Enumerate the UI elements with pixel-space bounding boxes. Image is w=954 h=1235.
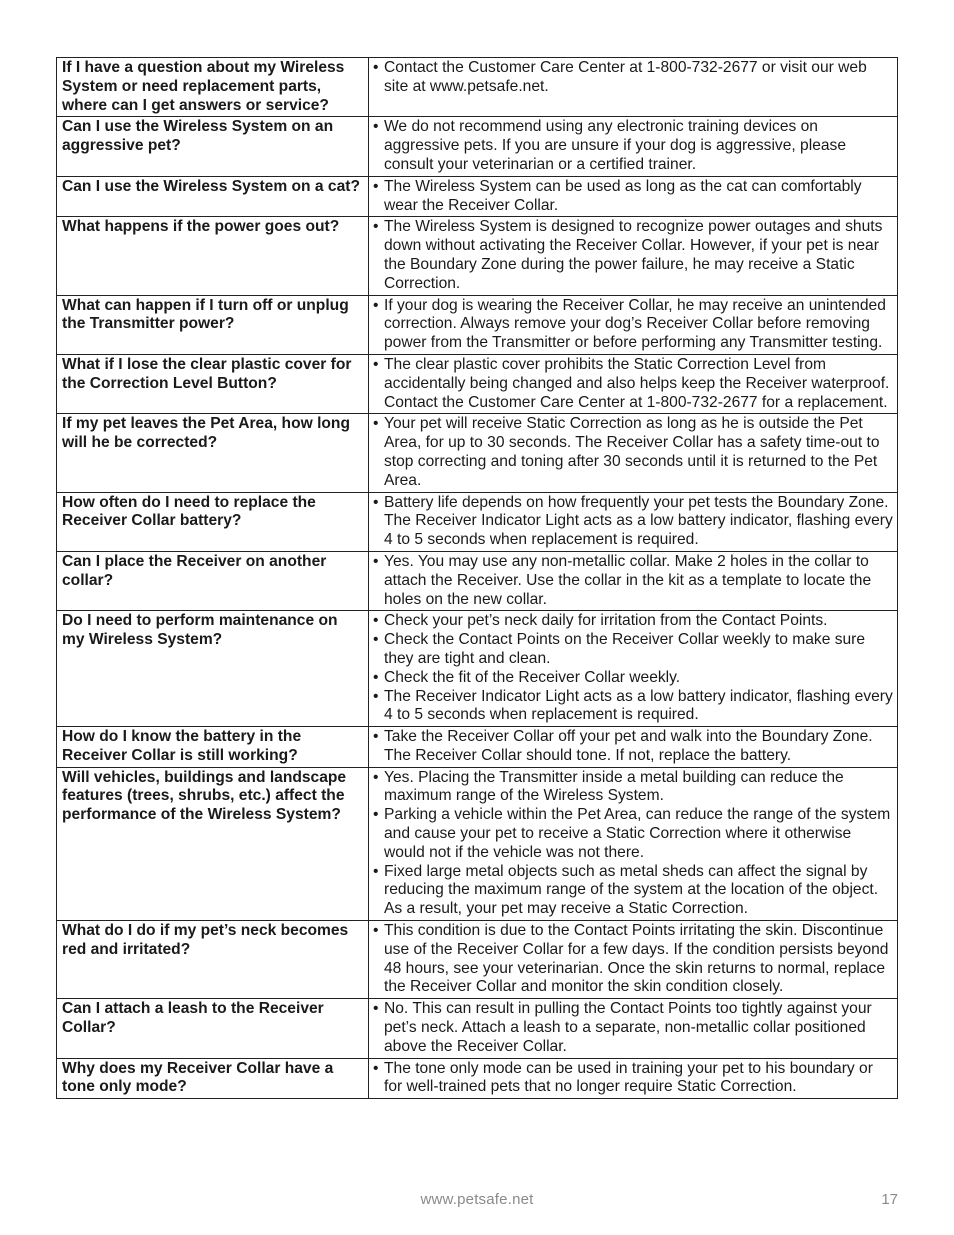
- faq-question: Can I place the Receiver on another collar?: [57, 551, 369, 610]
- faq-answer: [369, 1058, 898, 1099]
- faq-question: Can I use the Wireless System on an aggressive pet?: [57, 117, 369, 176]
- faq-answer: [369, 176, 898, 217]
- answer-text: Battery life depends on how frequently your pet tests the Boundary Zone. The Receiver Indicator Light acts as a low battery indicator, flashing every 4 to 5 seconds when replacement is required.: [384, 493, 893, 549]
- bullet-icon: •: [373, 296, 379, 314]
- answer-bullet: [373, 553, 895, 609]
- answer-text: The Wireless System can be used as long as the cat can comfortably wear the Receiver Collar.: [384, 177, 862, 214]
- faq-row: [57, 117, 898, 176]
- answer-bullet: [373, 178, 895, 216]
- answer-bullet: [373, 118, 895, 174]
- faq-answer: [369, 492, 898, 551]
- answer-text: Fixed large metal objects such as metal sheds can affect the signal by reducing the maximum range of the system at the location of the object. As a result, your pet may receive a Static Correction.: [384, 862, 879, 918]
- faq-question: What if I lose the clear plastic cover for the Correction Level Button?: [57, 354, 369, 413]
- faq-row: [57, 58, 898, 117]
- bullet-icon: •: [373, 355, 379, 373]
- bullet-icon: •: [373, 768, 379, 786]
- faq-question: Can I use the Wireless System on a cat?: [57, 176, 369, 217]
- faq-row: [57, 999, 898, 1058]
- bullet-icon: •: [373, 118, 379, 136]
- faq-row: [57, 295, 898, 354]
- answer-bullet: [373, 688, 895, 726]
- answer-bullet: [373, 922, 895, 997]
- answer-text: No. This can result in pulling the Contact Points too tightly against your pet’s neck. Attach a leash to a separate, non-metallic collar positioned above the Receiver Collar.: [384, 1000, 872, 1055]
- answer-bullet: [373, 1000, 895, 1056]
- answer-text: If your dog is wearing the Receiver Collar, he may receive an unintended correction. Always remove your dog’s Receiver Collar before removing power from the Transmitter or before performing any Transmitter testing.: [384, 296, 886, 352]
- bullet-icon: •: [373, 728, 379, 746]
- answer-bullet: [373, 356, 895, 412]
- faq-answer: [369, 414, 898, 492]
- answer-text: Check the Contact Points on the Receiver Collar weekly to make sure they are tight and clean.: [384, 631, 866, 667]
- faq-question: What happens if the power goes out?: [57, 217, 369, 295]
- answer-bullet: [373, 806, 895, 862]
- answer-text: Check the fit of the Receiver Collar weekly.: [384, 668, 681, 686]
- answer-text: Parking a vehicle within the Pet Area, can reduce the range of the system and cause your pet to receive a Static Correction where it otherwise would not if the vehicle was not there.: [384, 806, 891, 861]
- bullet-icon: •: [373, 687, 379, 705]
- answer-bullet: [373, 669, 895, 688]
- answer-bullet: [373, 863, 895, 919]
- bullet-icon: •: [373, 862, 379, 880]
- footer-url: www.petsafe.net: [420, 1191, 534, 1208]
- bullet-icon: •: [373, 493, 379, 511]
- bullet-icon: •: [373, 668, 379, 686]
- faq-answer: [369, 354, 898, 413]
- bullet-icon: •: [373, 415, 379, 433]
- faq-question: If I have a question about my Wireless System or need replacement parts, where can I get answers or service?: [57, 58, 369, 117]
- page-number: 17: [881, 1191, 898, 1208]
- bullet-icon: •: [373, 1059, 379, 1077]
- answer-text: Yes. Placing the Transmitter inside a metal building can reduce the maximum range of the Wireless System.: [384, 768, 844, 805]
- answer-text: Contact the Customer Care Center at 1-800-732-2677 or visit our web site at www.petsafe.net.: [384, 59, 867, 95]
- faq-answer: [369, 217, 898, 295]
- answer-bullet: [373, 59, 895, 97]
- faq-answer: [369, 551, 898, 610]
- answer-text: Yes. You may use any non-metallic collar. Make 2 holes in the collar to attach the Receiver. Use the collar in the kit as a template to locate the holes on the new collar.: [384, 552, 872, 608]
- faq-row: [57, 727, 898, 768]
- answer-bullet: [373, 218, 895, 293]
- faq-question: How do I know the battery in the Receiver Collar is still working?: [57, 727, 369, 768]
- bullet-icon: •: [373, 59, 379, 76]
- faq-table: [56, 57, 898, 1099]
- answer-bullet: [373, 1060, 895, 1098]
- faq-question: How often do I need to replace the Receiver Collar battery?: [57, 492, 369, 551]
- faq-row: [57, 217, 898, 295]
- faq-answer: [369, 999, 898, 1058]
- faq-row: [57, 354, 898, 413]
- answer-bullet: [373, 415, 895, 490]
- faq-question: What do I do if my pet’s neck becomes red and irritated?: [57, 921, 369, 999]
- answer-bullet: [373, 297, 895, 353]
- bullet-icon: •: [373, 218, 379, 236]
- faq-answer: [369, 611, 898, 727]
- answer-text: The clear plastic cover prohibits the Static Correction Level from accidentally being changed and also helps keep the Receiver waterproof. Contact the Customer Care Center at 1-800-732-2677 for a replacement.: [384, 355, 890, 411]
- answer-text: We do not recommend using any electronic training devices on aggressive pets. If you are unsure if your dog is aggressive, please consult your veterinarian or a certified trainer.: [384, 118, 847, 173]
- answer-text: The Receiver Indicator Light acts as a low battery indicator, flashing every 4 to 5 seconds when replacement is required.: [384, 687, 893, 724]
- faq-question: Do I need to perform maintenance on my Wireless System?: [57, 611, 369, 727]
- faq-question: Can I attach a leash to the Receiver Collar?: [57, 999, 369, 1058]
- bullet-icon: •: [373, 552, 379, 570]
- faq-row: [57, 767, 898, 920]
- faq-row: [57, 1058, 898, 1099]
- bullet-icon: •: [373, 1000, 379, 1018]
- bullet-icon: •: [373, 177, 379, 195]
- faq-question: If my pet leaves the Pet Area, how long will he be corrected?: [57, 414, 369, 492]
- answer-text: Take the Receiver Collar off your pet and walk into the Boundary Zone. The Receiver Collar should tone. If not, replace the battery.: [384, 728, 873, 764]
- answer-bullet: [373, 612, 895, 631]
- answer-text: This condition is due to the Contact Points irritating the skin. Discontinue use of the Receiver Collar for a few days. If the condition persists beyond 48 hours, see your veterinarian. Once the skin returns to normal, replace the Receiver Collar and monitor the skin condition closely.: [384, 922, 889, 996]
- faq-question: What can happen if I turn off or unplug the Transmitter power?: [57, 295, 369, 354]
- bullet-icon: •: [373, 631, 379, 649]
- answer-text: The tone only mode can be used in training your pet to his boundary or for well-trained pets that no longer require Static Correction.: [384, 1059, 873, 1096]
- faq-row: [57, 551, 898, 610]
- faq-row: [57, 176, 898, 217]
- faq-answer: [369, 921, 898, 999]
- answer-text: The Wireless System is designed to recognize power outages and shuts down without activating the Receiver Collar. However, if your pet is near the Boundary Zone during the power failure, he may receive a Static Correction.: [384, 218, 883, 292]
- faq-answer: [369, 295, 898, 354]
- answer-bullet: [373, 769, 895, 807]
- faq-question: Will vehicles, buildings and landscape features (trees, shrubs, etc.) affect the performance of the Wireless System?: [57, 767, 369, 920]
- faq-answer: [369, 117, 898, 176]
- faq-question: Why does my Receiver Collar have a tone only mode?: [57, 1058, 369, 1099]
- answer-bullet: [373, 728, 895, 766]
- faq-answer: [369, 58, 898, 117]
- answer-bullet: [373, 494, 895, 550]
- faq-answer: [369, 767, 898, 920]
- answer-text: Your pet will receive Static Correction as long as he is outside the Pet Area, for up to 30 seconds. The Receiver Collar has a safety time-out to stop correcting and toning after 30 seconds until it is returned to the Pet Area.: [384, 415, 880, 489]
- faq-row: [57, 921, 898, 999]
- faq-row: [57, 492, 898, 551]
- bullet-icon: •: [373, 922, 379, 940]
- answer-bullet: [373, 631, 895, 669]
- bullet-icon: •: [373, 806, 379, 824]
- bullet-icon: •: [373, 612, 379, 630]
- faq-row: [57, 611, 898, 727]
- faq-answer: [369, 727, 898, 768]
- faq-row: [57, 414, 898, 492]
- faq-body: [57, 58, 898, 1099]
- answer-text: Check your pet’s neck daily for irritation from the Contact Points.: [384, 612, 828, 630]
